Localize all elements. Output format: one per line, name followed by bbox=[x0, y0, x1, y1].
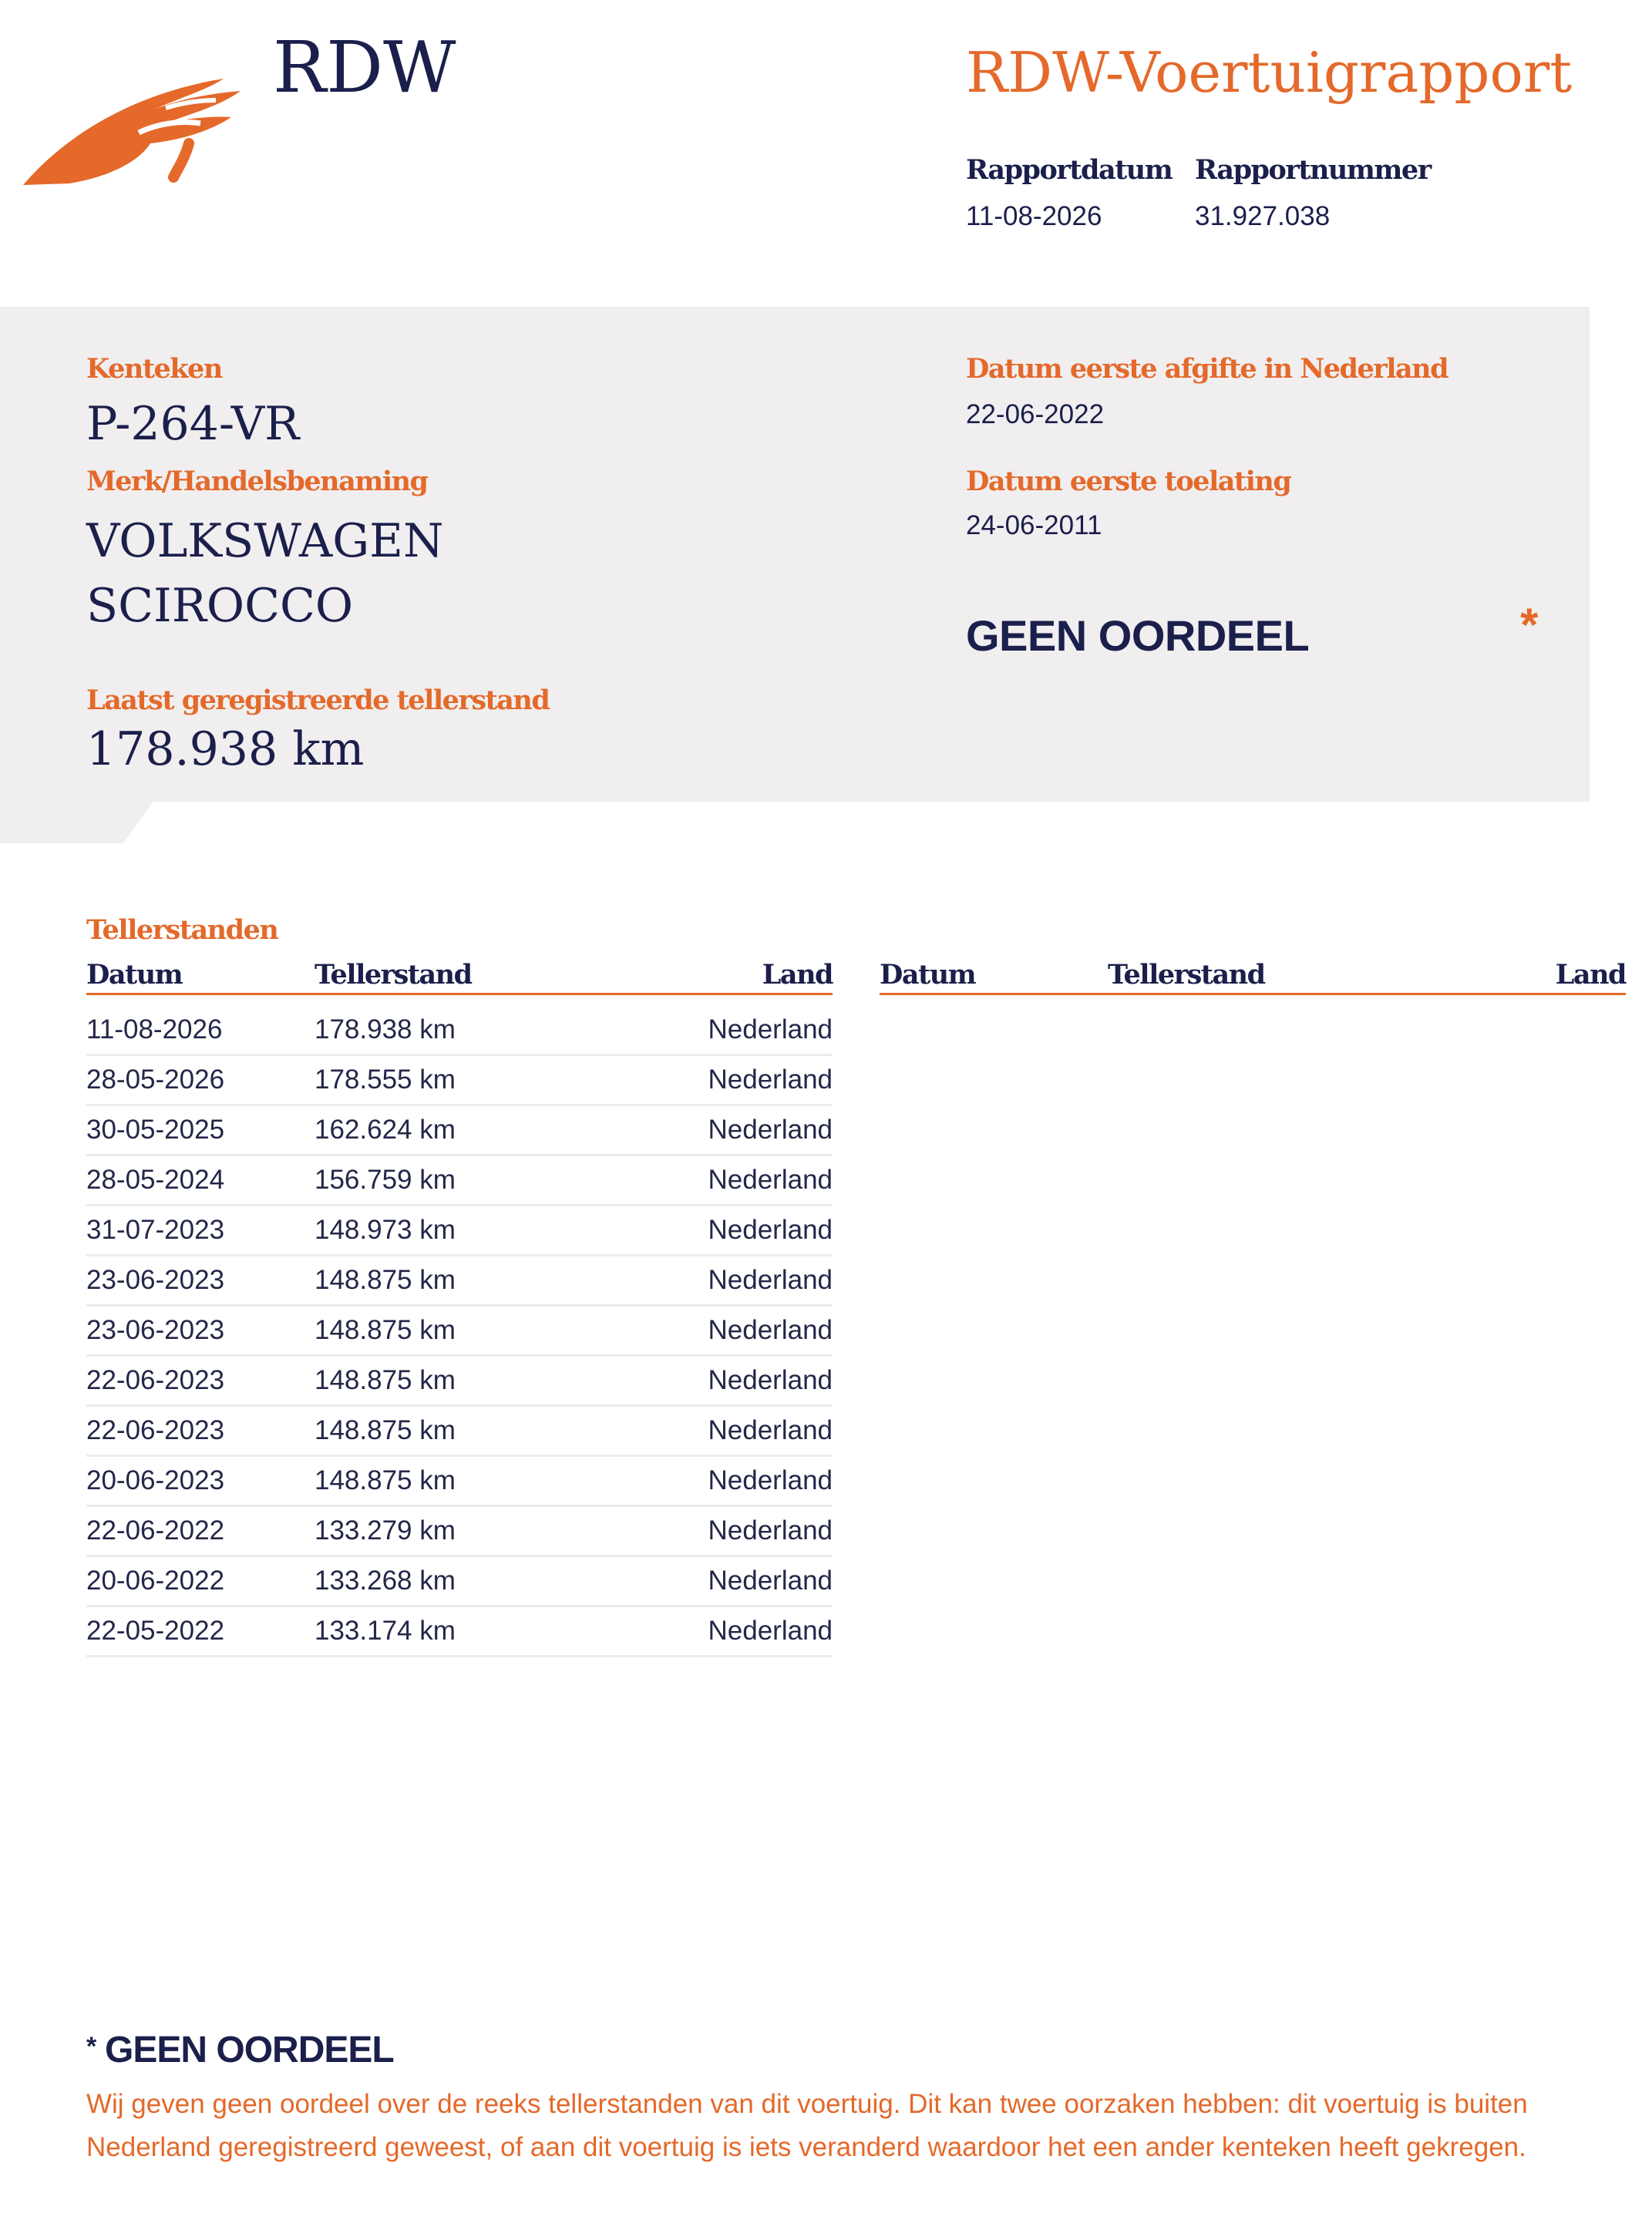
report-number-block bbox=[1195, 154, 1431, 232]
table-row bbox=[86, 1456, 833, 1506]
reading-date: 31-07-2023 bbox=[86, 1206, 315, 1256]
report-number-value: 31.927.038 bbox=[1195, 201, 1331, 231]
reading-value: 162.624 km bbox=[315, 1105, 623, 1155]
reading-value: 148.973 km bbox=[315, 1206, 623, 1256]
readings-table-header-left bbox=[86, 959, 833, 995]
reading-country: Nederland bbox=[623, 1256, 833, 1306]
reading-value: 148.875 km bbox=[315, 1256, 623, 1306]
reading-value: 148.875 km bbox=[315, 1456, 623, 1506]
plate-label: Kenteken bbox=[86, 353, 222, 385]
col-reading-header: Tellerstand bbox=[315, 959, 472, 991]
table-row bbox=[86, 1606, 833, 1657]
table-row bbox=[86, 1155, 833, 1206]
reading-date: 20-06-2022 bbox=[86, 1556, 315, 1606]
verdict-star: * bbox=[1520, 599, 1539, 651]
reading-date: 22-05-2022 bbox=[86, 1606, 315, 1657]
reading-value: 178.555 km bbox=[315, 1055, 623, 1105]
readings-table-header-right bbox=[880, 959, 1626, 995]
table-row bbox=[86, 1306, 833, 1356]
report-date-block bbox=[966, 154, 1172, 232]
reading-date: 22-06-2023 bbox=[86, 1406, 315, 1456]
first-admission-value: 24-06-2011 bbox=[966, 510, 1102, 540]
verdict-text: GEEN OORDEEL bbox=[966, 611, 1310, 660]
table-row bbox=[86, 1406, 833, 1456]
footnote-text: Wij geven geen oordeel over de reeks tellerstanden van dit voertuig. Dit kan twee oorzaken hebben: dit voertuig is buiten Nederland geregistreerd geweest, of aan dit voertuig is iets veranderd waardoor het een ander kenteken heeft gekregen. bbox=[86, 2089, 1528, 2162]
reading-country: Nederland bbox=[623, 1406, 833, 1456]
reading-date: 22-06-2023 bbox=[86, 1356, 315, 1406]
col-date-header: Datum bbox=[880, 959, 976, 991]
reading-value: 133.174 km bbox=[315, 1606, 623, 1657]
col-country-header: Land bbox=[1555, 959, 1626, 991]
reading-value: 133.268 km bbox=[315, 1556, 623, 1606]
reading-date: 23-06-2023 bbox=[86, 1306, 315, 1356]
reading-date: 28-05-2024 bbox=[86, 1155, 315, 1206]
reading-date: 11-08-2026 bbox=[86, 1006, 315, 1055]
table-row bbox=[86, 1206, 833, 1256]
table-row bbox=[86, 1556, 833, 1606]
reading-country: Nederland bbox=[623, 1155, 833, 1206]
odometer-label: Laatst geregistreerde tellerstand bbox=[86, 684, 550, 716]
readings-section-title: Tellerstanden bbox=[86, 914, 278, 946]
reading-country: Nederland bbox=[623, 1055, 833, 1105]
reading-date: 28-05-2026 bbox=[86, 1055, 315, 1105]
footnote-title: GEEN OORDEEL bbox=[105, 2030, 394, 2070]
reading-date: 20-06-2023 bbox=[86, 1456, 315, 1506]
first-admission-label: Datum eerste toelating bbox=[966, 466, 1291, 497]
model-value: SCIROCCO bbox=[86, 579, 354, 633]
reading-value: 133.279 km bbox=[315, 1506, 623, 1556]
reading-country: Nederland bbox=[623, 1206, 833, 1256]
reading-date: 23-06-2023 bbox=[86, 1256, 315, 1306]
col-country-header: Land bbox=[762, 959, 833, 991]
panel-tail-shape bbox=[0, 800, 154, 843]
footnote-star: * bbox=[86, 2032, 97, 2061]
reading-value: 148.875 km bbox=[315, 1306, 623, 1356]
col-reading-header: Tellerstand bbox=[1108, 959, 1265, 991]
report-date-value: 11-08-2026 bbox=[966, 201, 1102, 231]
report-title: RDW-Voertuigrapport bbox=[966, 40, 1573, 105]
table-row bbox=[86, 1055, 833, 1105]
reading-value: 148.875 km bbox=[315, 1356, 623, 1406]
reading-country: Nederland bbox=[623, 1506, 833, 1556]
reading-country: Nederland bbox=[623, 1606, 833, 1657]
report-number-label: Rapportnummer bbox=[1195, 154, 1431, 186]
table-row bbox=[86, 1256, 833, 1306]
rdw-logo-icon bbox=[23, 69, 247, 193]
first-nl-value: 22-06-2022 bbox=[966, 399, 1105, 429]
reading-country: Nederland bbox=[623, 1105, 833, 1155]
plate-value: P-264-VR bbox=[86, 397, 300, 451]
reading-country: Nederland bbox=[623, 1006, 833, 1055]
odometer-value: 178.938 km bbox=[86, 722, 365, 776]
table-row bbox=[86, 1356, 833, 1406]
reading-date: 30-05-2025 bbox=[86, 1105, 315, 1155]
make-value: VOLKSWAGEN bbox=[86, 514, 444, 568]
table-row bbox=[86, 1506, 833, 1556]
first-nl-label: Datum eerste afgifte in Nederland bbox=[966, 353, 1448, 385]
col-date-header: Datum bbox=[86, 959, 183, 991]
logo-text: RDW bbox=[273, 26, 456, 109]
reading-country: Nederland bbox=[623, 1356, 833, 1406]
table-row bbox=[86, 1006, 833, 1055]
make-label: Merk/Handelsbenaming bbox=[86, 466, 428, 497]
reading-country: Nederland bbox=[623, 1306, 833, 1356]
reading-value: 156.759 km bbox=[315, 1155, 623, 1206]
table-row bbox=[86, 1105, 833, 1155]
reading-value: 178.938 km bbox=[315, 1006, 623, 1055]
report-date-label: Rapportdatum bbox=[966, 154, 1173, 186]
reading-value: 148.875 km bbox=[315, 1406, 623, 1456]
readings-table bbox=[86, 1006, 833, 1657]
reading-date: 22-06-2022 bbox=[86, 1506, 315, 1556]
reading-country: Nederland bbox=[623, 1556, 833, 1606]
reading-country: Nederland bbox=[623, 1456, 833, 1506]
